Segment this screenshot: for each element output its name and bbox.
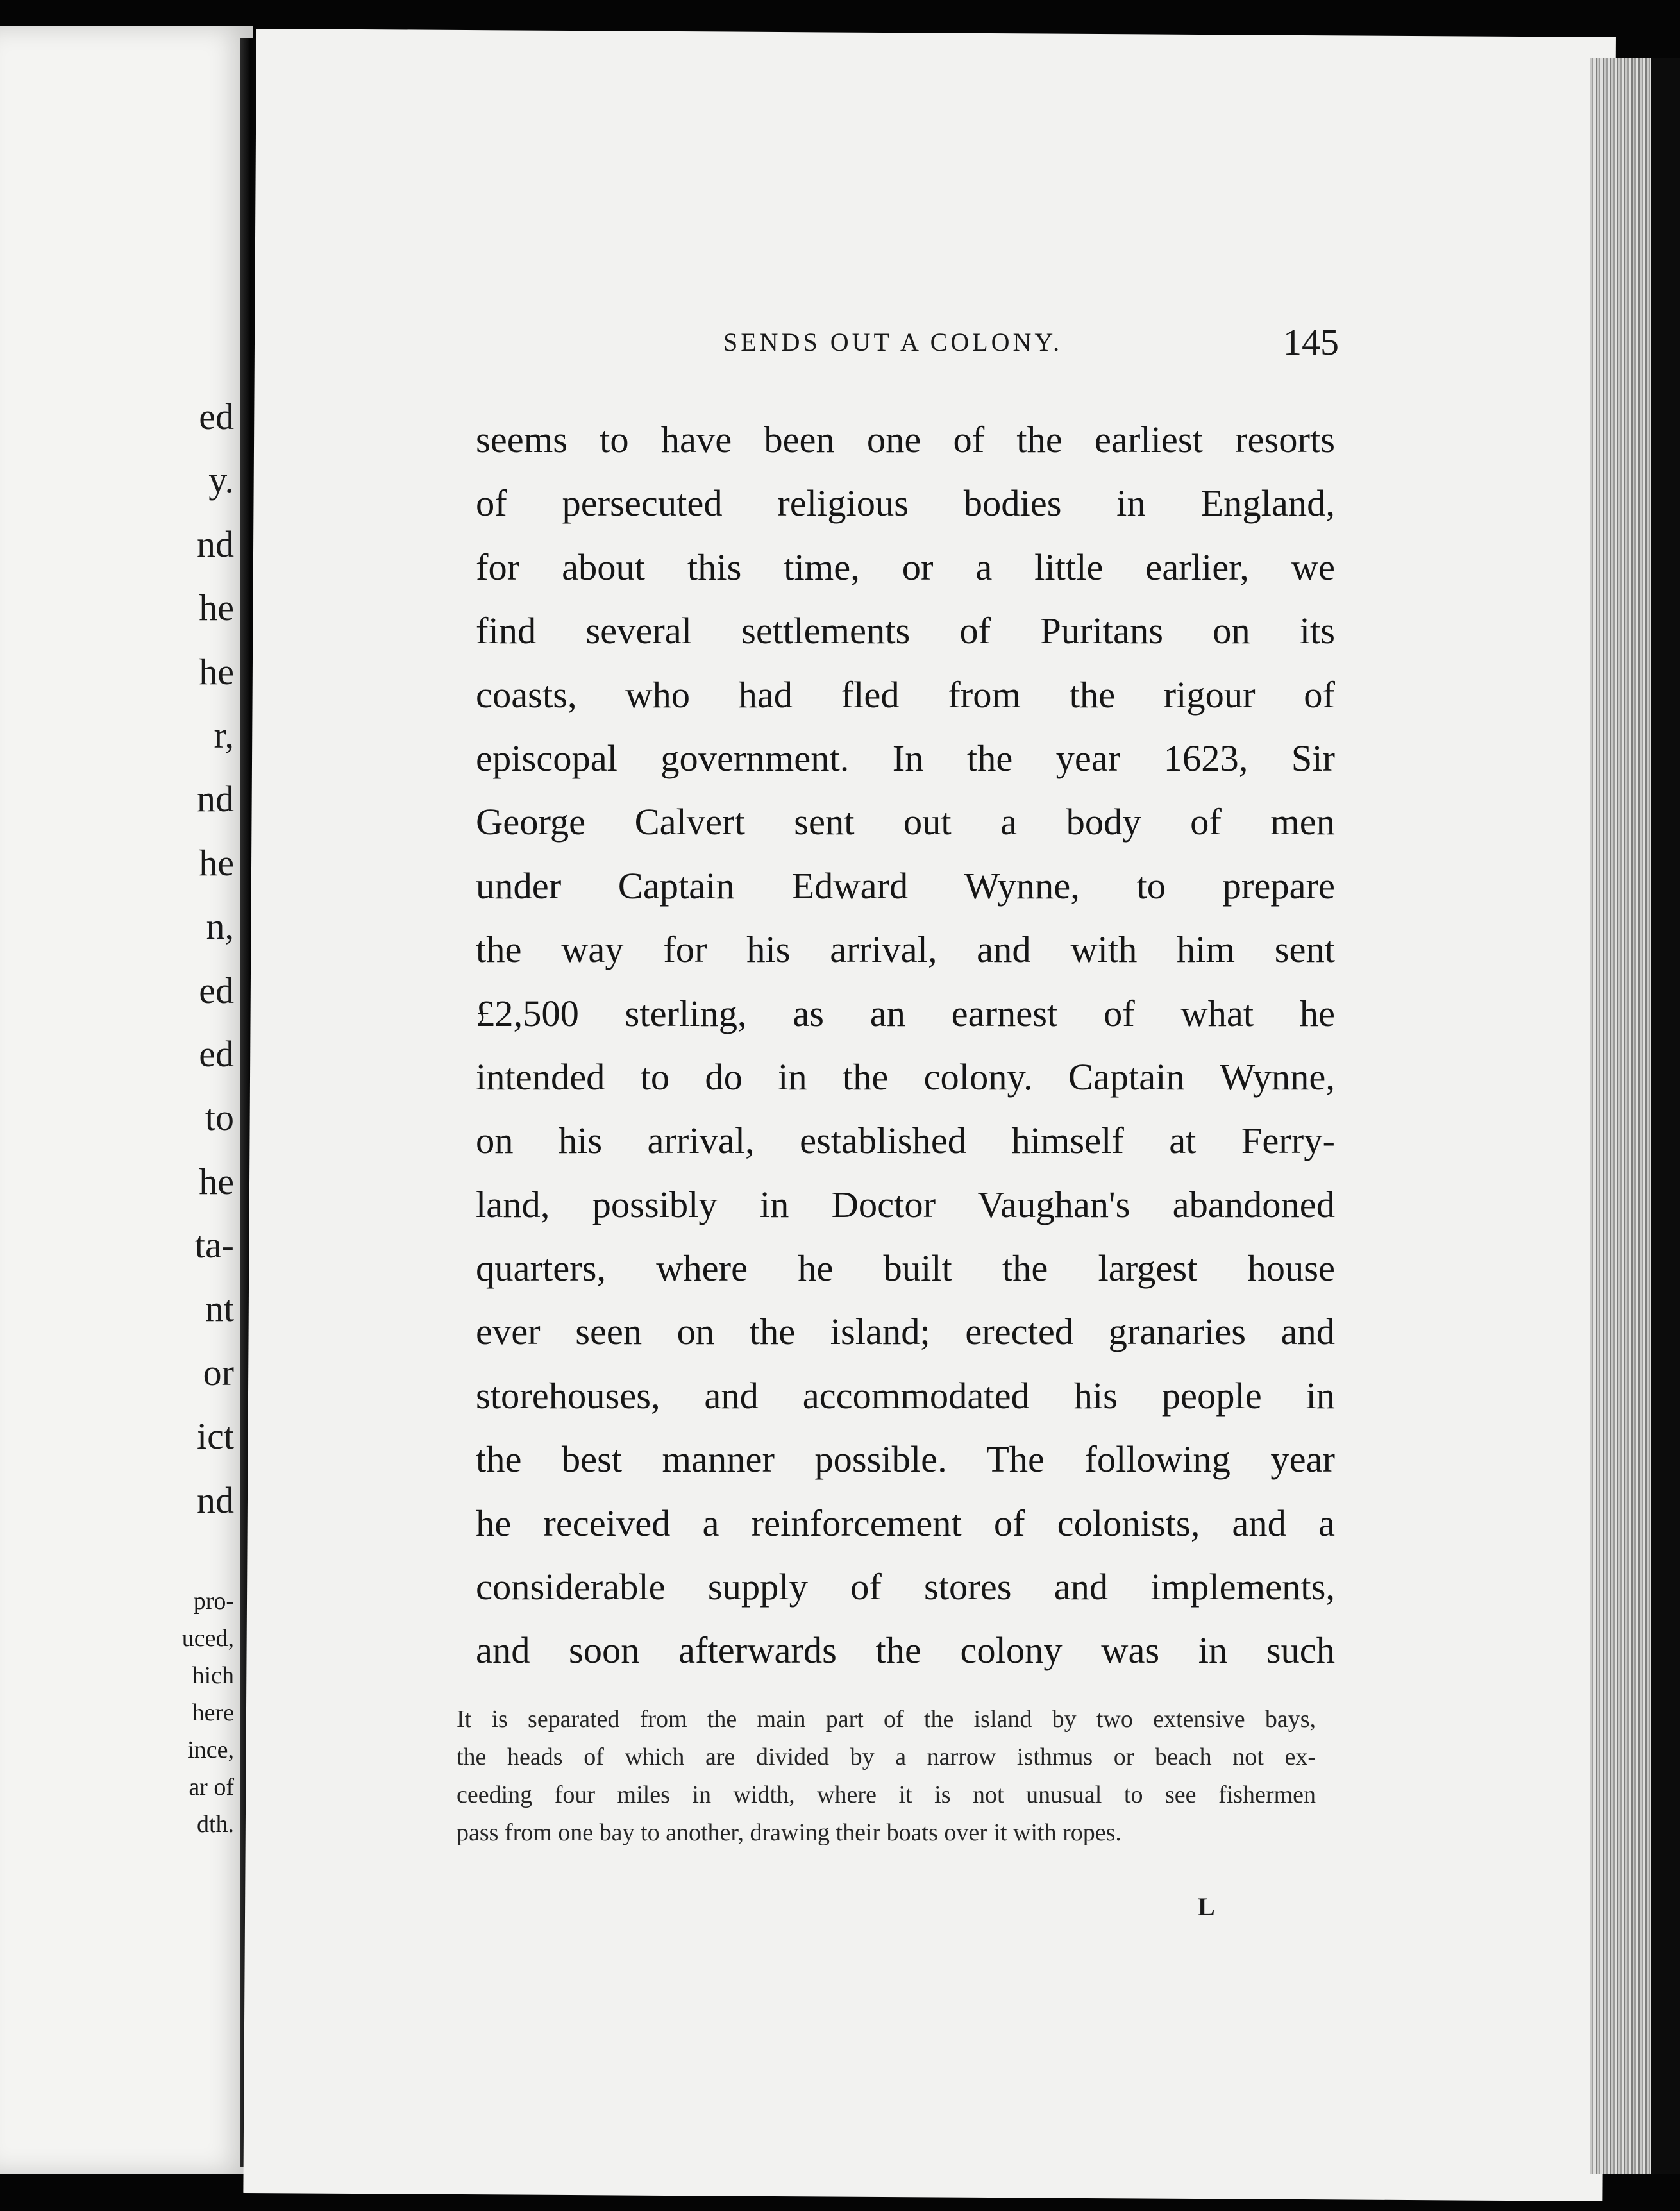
left-page-footnote-fragments — [182, 1583, 234, 1843]
footnote-line: pass from one bay to another, drawing their boats over it with ropes. — [457, 1819, 1121, 1846]
text-line: quarters, where he built the largest house — [476, 1247, 1335, 1290]
left-note-fragment: ince, — [187, 1736, 234, 1763]
text-line: considerable supply of stores and implements, — [476, 1566, 1335, 1608]
running-title: SENDS OUT A COLONY. — [723, 328, 1063, 357]
text-line: for about this time, or a little earlier, we — [476, 546, 1335, 588]
text-line: George Calvert sent out a body of men — [476, 801, 1335, 843]
footnote-line: It is separated from the main part of the island by two extensive bays, — [457, 1706, 1316, 1733]
left-note-fragment: uced, — [181, 1625, 234, 1652]
text-line: episcopal government. In the year 1623, Sir — [476, 737, 1335, 779]
running-head — [723, 321, 1339, 366]
left-note-fragment: here — [192, 1699, 234, 1726]
left-fragment: ta- — [194, 1224, 234, 1266]
text-line: the way for his arrival, and with him sent — [476, 929, 1335, 971]
left-fragment: n, — [206, 905, 234, 948]
left-fragment: or — [203, 1351, 234, 1393]
text-line: find several settlements of Puritans on its — [476, 610, 1335, 652]
footnote-line: the heads of which are divided by a narrow isthmus or beach not ex- — [457, 1744, 1316, 1770]
text-line: of persecuted religious bodies in England, — [476, 482, 1335, 525]
left-fragment: he — [199, 587, 234, 629]
left-fragment: ed — [199, 396, 234, 437]
left-fragment: nd — [197, 778, 234, 820]
left-fragment: nd — [197, 523, 234, 565]
left-note-fragment: dth. — [196, 1811, 234, 1838]
left-fragment: ict — [197, 1415, 234, 1458]
text-line: land, possibly in Doctor Vaughan's abandoned — [476, 1183, 1335, 1225]
text-line: intended to do in the colony. Captain Wynne, — [476, 1055, 1335, 1098]
left-page-text-fragments — [195, 385, 234, 1532]
scan-border — [1651, 58, 1680, 2174]
left-note-fragment: pro- — [193, 1588, 234, 1615]
left-fragment: he — [199, 650, 234, 693]
text-line: he received a reinforcement of colonists, and a — [476, 1502, 1335, 1544]
text-line: seems to have been one of the earliest resorts — [476, 419, 1335, 460]
left-fragment: he — [199, 1160, 234, 1202]
text-line: ever seen on the island; erected granaries and — [476, 1311, 1335, 1353]
text-line: the best manner possible. The following year — [476, 1438, 1335, 1481]
left-page — [0, 26, 253, 2174]
left-fragment: ed — [199, 1032, 234, 1075]
left-fragment: to — [205, 1097, 234, 1139]
body-text — [476, 408, 1335, 1683]
footnote — [457, 1701, 1316, 1852]
left-fragment: ed — [199, 969, 234, 1011]
text-line: and soon afterwards the colony was in such — [476, 1629, 1335, 1672]
left-fragment: nt — [205, 1288, 234, 1330]
left-fragment: nd — [197, 1479, 234, 1521]
footnote-line: ceeding four miles in width, where it is not unusual to see fishermen — [457, 1781, 1316, 1808]
left-fragment: y. — [208, 459, 234, 501]
page-number: 145 — [1283, 321, 1339, 363]
text-line: on his arrival, established himself at Ferry- — [476, 1120, 1335, 1162]
signature-mark: L — [1198, 1892, 1215, 1921]
left-fragment: r, — [214, 714, 234, 756]
text-line: under Captain Edward Wynne, to prepare — [476, 864, 1335, 907]
left-fragment: he — [199, 841, 234, 884]
text-line: coasts, who had fled from the rigour of — [476, 673, 1335, 716]
text-line: £2,500 sterling, as an earnest of what he — [476, 992, 1335, 1034]
text-line: storehouses, and accommodated his people in — [476, 1374, 1335, 1417]
left-note-fragment: ar of — [189, 1774, 234, 1801]
left-note-fragment: hich — [192, 1662, 234, 1689]
page-edges — [1590, 58, 1651, 2174]
